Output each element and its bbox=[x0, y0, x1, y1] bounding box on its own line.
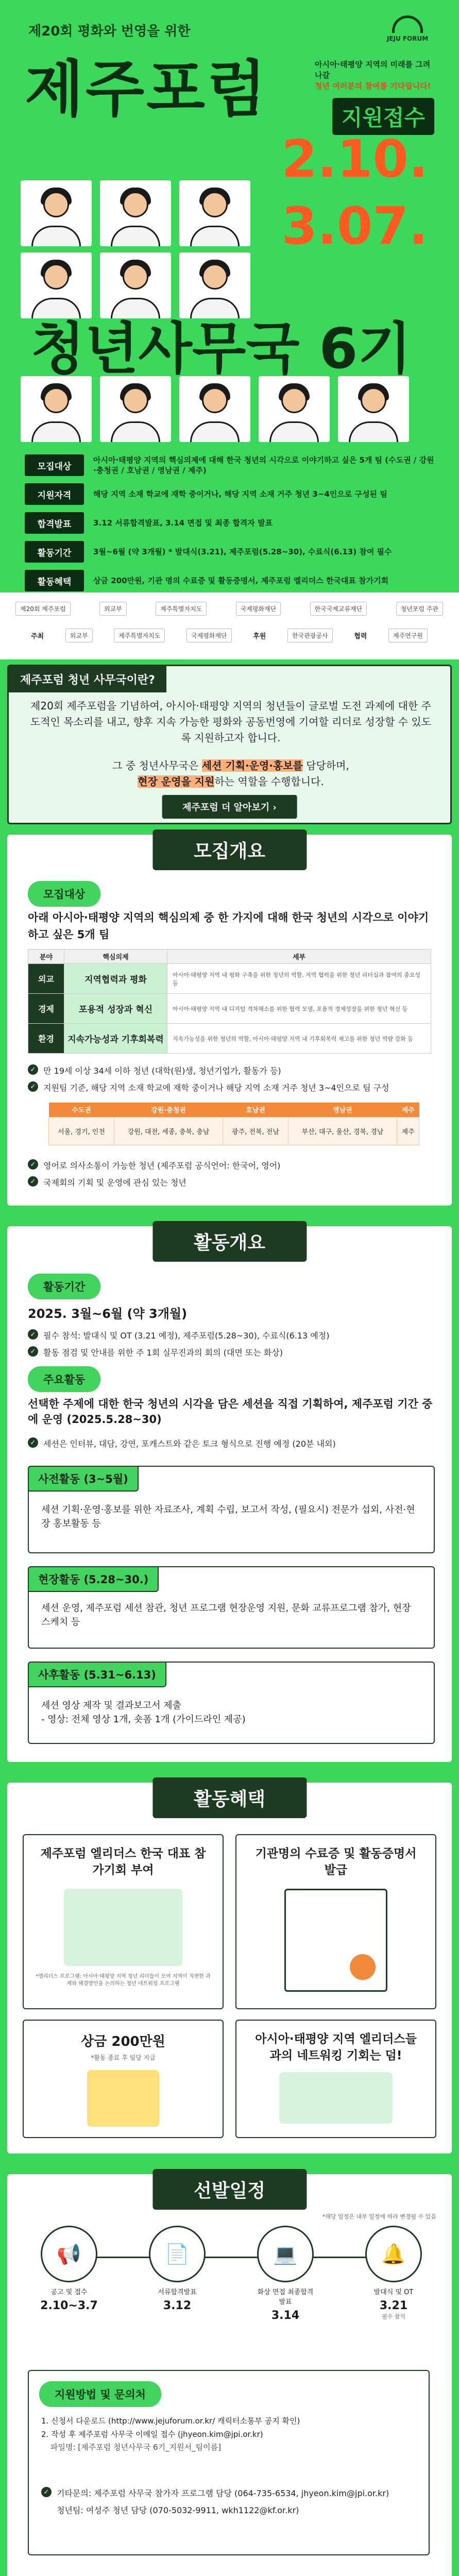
check-item bbox=[28, 1346, 435, 1358]
org-chip: 제주연구원 bbox=[388, 629, 428, 642]
region-header: 제주 bbox=[401, 1107, 415, 1115]
bell-icon: 🔔 bbox=[365, 2226, 422, 2282]
info-table bbox=[25, 453, 434, 598]
benefit-note: *엘리더스 프로그램: 아시아·태평양 지역 청년 리더들이 모여 지역이 직면한 과제와 해결방안을 논의하는 청년 네트워킹 프로그램 bbox=[36, 1974, 211, 1987]
contact-text[interactable]: 기타문의: 제주포럼 사무국 참가자 프로그램 담당 (064-735-6534, jhyeon.kim@jpi.or.kr) bbox=[57, 2488, 389, 2498]
check-icon: ✓ bbox=[28, 1159, 38, 1170]
info-row bbox=[25, 453, 434, 477]
onsite-activity-box bbox=[28, 1566, 435, 1649]
onsite-activity-body: 세션 운영, 제주포럼 세션 참관, 청년 프로그램 현장운영 지원, 문화 교류프로그램 참가, 현장 스케치 등 bbox=[41, 1603, 411, 1628]
organizer-line-2 bbox=[31, 629, 428, 642]
check-text: 지원팀 기준, 해당 지역 소재 학교에 재학 중이거나 해당 지역 소재 거주 청년 3~4인으로 팀 구성 bbox=[43, 1083, 389, 1093]
person-illustration bbox=[100, 180, 171, 246]
check-text: 영어로 의사소통이 가능한 청년 (제주포럼 공식언어: 한국어, 영어) bbox=[43, 1161, 281, 1171]
organizer-bar bbox=[0, 592, 459, 659]
pre-activity-title: 사전활동 (3~5월) bbox=[28, 1466, 139, 1492]
intro-highlight: 세션 기획·운영·홍보를 bbox=[201, 759, 303, 772]
person-illustration bbox=[100, 376, 171, 442]
benefit-text: 기관명의 수료증 및 활동증명서 발급 bbox=[255, 1847, 417, 1877]
table-row bbox=[28, 1024, 431, 1054]
region-cell: 광주, 전북, 전남 bbox=[223, 1117, 288, 1145]
info-value: 3.12 서류합격발표, 3.14 면접 및 최종 합격자 발표 bbox=[93, 518, 273, 528]
check-text: 활동 점검 및 안내를 위한 주 1회 실무진과의 회의 (대면 또는 화상) bbox=[43, 1348, 283, 1358]
timeline-line bbox=[69, 2257, 388, 2258]
check-icon: ✓ bbox=[28, 1346, 38, 1357]
person-illustration bbox=[21, 180, 92, 246]
apply-step: 1. 신청서 다운로드 (http://www.jejuforum.or.kr/ 캐릭터소통부 공지 확인) bbox=[41, 2416, 300, 2426]
schedule-step bbox=[146, 2226, 208, 2312]
schedule-step bbox=[363, 2226, 424, 2320]
schedule-steps bbox=[28, 2226, 430, 2349]
organizer-line-1 bbox=[15, 602, 443, 616]
intro-paragraph: 제20회 제주포럼을 기념하여, 아시아·태평양 지역의 청년들이 글로벌 도전 과제에 대한 주도적인 목소리를 내고, 향후 지속 가능한 평화와 공동번영에 기여할 리더로 성장할 수 있도록 지원하고자 합니다. bbox=[30, 700, 432, 744]
check-text: 세션은 인터뷰, 대담, 강연, 포캐스트와 같은 토크 형식으로 진행 예정 (20분 내외) bbox=[43, 1439, 336, 1449]
step-label: 서류합격발표 bbox=[158, 2289, 197, 2296]
onsite-activity-title: 현장활동 (5.28~30.) bbox=[28, 1566, 159, 1592]
check-text: 만 19세 이상 34세 이하 청년 (대학(원)생, 청년기업가, 활동가 등) bbox=[43, 1066, 281, 1076]
org-label: 협력 bbox=[354, 633, 367, 640]
table-cell: 지속가능성을 위한 청년의 역할, 아시아·태평양 지역 내 기후회복력 제고를 위한 청년 역량 강화 등 bbox=[167, 1024, 431, 1054]
person-illustration bbox=[179, 376, 250, 442]
org-chip: 한국국제교류재단 bbox=[310, 602, 367, 616]
intro-title: 제주포럼 청년 사무국이란? bbox=[9, 666, 166, 692]
org-chip: 제20회 제주포럼 bbox=[15, 602, 71, 616]
recruit-panel bbox=[7, 835, 452, 1206]
region-header: 호남권 bbox=[246, 1107, 265, 1115]
step-date: 3.14 bbox=[271, 2309, 300, 2322]
check-icon: ✓ bbox=[28, 1081, 38, 1092]
recruit-checks bbox=[28, 1059, 431, 1098]
check-icon: ✓ bbox=[28, 1176, 38, 1187]
schedule-title: 선발일정 bbox=[152, 2169, 307, 2210]
check-text: 필수 참석: 발대식 및 OT (3.21 예정), 제주포럼(5.28~30), 수료식(6.13 예정) bbox=[43, 1331, 330, 1341]
region-header: 영남권 bbox=[333, 1107, 352, 1115]
activity-panel bbox=[7, 1226, 452, 1762]
hero-subtitle: 제20회 평화와 번영을 위한 bbox=[28, 24, 191, 39]
benefit-card bbox=[235, 1834, 436, 2009]
group-illustration bbox=[64, 1889, 182, 1966]
schedule-step bbox=[38, 2226, 100, 2312]
check-item bbox=[28, 1159, 431, 1171]
main-activity-sub bbox=[28, 1432, 435, 1454]
period-tag: 활동기간 bbox=[28, 1274, 100, 1299]
table-cell: 경제 bbox=[28, 994, 64, 1024]
org-chip: 한국관광공사 bbox=[287, 629, 333, 642]
step-sub: 필수 참석 bbox=[381, 2313, 405, 2320]
hero-headline: 청년사무국 6기 bbox=[31, 317, 412, 381]
step-label: 발대식 및 OT bbox=[373, 2289, 414, 2296]
check-item bbox=[41, 2504, 417, 2516]
pre-activity-body: 세션 기획·운영·홍보를 위한 자료조사, 계획 수립, 보고서 작성, (필요시) 전문가 섭외, 사전·현장 홍보활동 등 bbox=[41, 1504, 415, 1529]
org-chip: 외교부 bbox=[65, 629, 93, 642]
start-date: 2.10. bbox=[281, 129, 428, 189]
person-illustration bbox=[338, 376, 409, 442]
table-header: 세부 bbox=[167, 950, 431, 964]
end-date: 3.07. bbox=[281, 196, 428, 256]
check-icon: ✓ bbox=[41, 2487, 52, 2497]
table-cell: 포용적 성장과 혁신 bbox=[64, 994, 167, 1024]
region-header: 강원·충청권 bbox=[151, 1107, 186, 1115]
info-value: 상금 200만원, 기관 명의 수료증 및 활동증명서, 제주포럼 엘리더스 한국대표 참가기회 bbox=[93, 575, 389, 585]
apply-box bbox=[28, 2370, 430, 2555]
apply-tag: 지원방법 및 문의처 bbox=[39, 2381, 161, 2407]
hero-note-text: 아시아·태평양 지역의 미래를 그려 나갈 bbox=[315, 60, 431, 80]
org-chip: 국제평화재단 bbox=[186, 629, 232, 642]
hero-note bbox=[315, 59, 438, 92]
period-details bbox=[28, 1324, 435, 1363]
benefit-card bbox=[23, 1834, 224, 2009]
intro-panel bbox=[7, 665, 452, 824]
check-text: 국제회의 기획 및 운영에 관심 있는 청년 bbox=[43, 1178, 186, 1188]
org-chip: 청년포럼 주관 bbox=[396, 602, 443, 616]
info-row bbox=[25, 540, 434, 564]
benefit-title: 활동혜택 bbox=[152, 1777, 307, 1818]
network-illustration bbox=[279, 2072, 393, 2124]
learn-more-button[interactable]: 제주포럼 더 알아보기 › bbox=[162, 795, 297, 819]
post-activity-body: 세션 영상 제작 및 결과보고서 제출 - 영상: 전체 영상 1개, 숏폼 1개 (가이드라인 제공) bbox=[41, 1700, 246, 1725]
monitor-icon: 💻 bbox=[257, 2226, 314, 2282]
org-chip: 외교부 bbox=[99, 602, 127, 616]
apply-step: 2. 작성 후 제주포럼 사무국 이메일 접수 (jhyeon.kim@jpi.or.kr) bbox=[41, 2429, 263, 2439]
info-value: 해당 지역 소재 학교에 재학 중이거나, 해당 지역 소재 거주 청년 3~4인으로 구성된 팀 bbox=[93, 489, 387, 499]
region-cell: 서울, 경기, 인천 bbox=[49, 1117, 114, 1145]
benefit-text: 아시아·태평양 지역 엘리더스들과의 네트워킹 기회는 덤! bbox=[255, 2032, 417, 2063]
info-row bbox=[25, 482, 434, 506]
check-item bbox=[28, 1081, 431, 1093]
intro-role-text: 하는 역할을 수행합니다. bbox=[214, 775, 324, 788]
step-label: 화상 면접 최종합격발표 bbox=[257, 2289, 314, 2306]
hero-title: 제주포럼 bbox=[25, 54, 268, 125]
check-item bbox=[28, 1064, 431, 1076]
check-item bbox=[28, 1329, 435, 1341]
person-illustration bbox=[21, 376, 92, 442]
post-activity-box bbox=[28, 1662, 435, 1744]
info-key: 모집대상 bbox=[25, 454, 84, 476]
table-cell: 외교 bbox=[28, 964, 64, 994]
table-cell: 지속가능성과 기후회복력 bbox=[64, 1024, 167, 1054]
benefit-panel bbox=[7, 1783, 452, 2154]
intro-role-text: 담당하며, bbox=[302, 759, 349, 772]
table-row bbox=[28, 994, 431, 1024]
intro-role bbox=[27, 758, 434, 790]
org-label: 후원 bbox=[253, 633, 266, 640]
benefit-text: 상금 200만원 bbox=[81, 2034, 165, 2049]
intro-role-text: 그 중 청년사무국은 bbox=[112, 759, 202, 772]
org-chip: 제주특별자치도 bbox=[114, 629, 165, 642]
post-activity-title: 사후활동 (5.31~6.13) bbox=[28, 1662, 166, 1687]
info-key: 지원자격 bbox=[25, 483, 84, 505]
person-illustration bbox=[259, 376, 330, 442]
recruit-lead: 아래 아시아·태평양 지역의 핵심의제 중 한 가지에 대해 한국 청년의 시각으로 이야기하고 싶은 5개 팀 bbox=[28, 911, 429, 941]
region-cell: 강원, 대전, 세종, 충북, 충남 bbox=[114, 1117, 223, 1145]
megaphone-icon: 📢 bbox=[41, 2226, 97, 2282]
check-item bbox=[28, 1176, 431, 1188]
check-item bbox=[28, 1437, 435, 1449]
benefit-card bbox=[235, 2020, 436, 2138]
activity-title: 활동개요 bbox=[152, 1221, 307, 1262]
pre-activity-box bbox=[28, 1466, 435, 1553]
recruit-tag: 모집대상 bbox=[28, 881, 100, 907]
table-header: 핵심의제 bbox=[64, 950, 167, 964]
info-key: 활동혜택 bbox=[25, 570, 84, 591]
info-row bbox=[25, 569, 434, 592]
table-cell: 지역협력과 평화 bbox=[64, 964, 167, 994]
main-activity-tag: 주요활동 bbox=[28, 1366, 100, 1392]
schedule-panel bbox=[7, 2174, 452, 2576]
step-date: 2.10~3.7 bbox=[40, 2299, 98, 2312]
info-key: 활동기간 bbox=[25, 541, 84, 563]
table-cell: 환경 bbox=[28, 1024, 64, 1054]
recruit-title: 모집개요 bbox=[152, 829, 307, 870]
intro-highlight: 현장 운영을 지원 bbox=[138, 775, 215, 788]
region-table bbox=[48, 1103, 419, 1145]
check-icon: ✓ bbox=[28, 1064, 38, 1075]
benefit-card bbox=[23, 2020, 224, 2138]
apply-step: 파일명: [제주포럼 청년사무국 6기_지원서_팀이름] bbox=[50, 2443, 221, 2452]
step-date: 3.21 bbox=[379, 2299, 408, 2312]
main-activity-lead: 선택한 주제에 대한 한국 청년의 시각을 담은 세션을 직접 기획하여, 제주포럼 기간 중에 운영 (2025.5.28~30) bbox=[28, 1398, 433, 1426]
apply-badge: 지원접수 bbox=[332, 98, 434, 135]
logo-text: JEJU FORUM bbox=[386, 35, 429, 42]
document-icon: 📄 bbox=[149, 2226, 206, 2282]
topic-table bbox=[28, 949, 431, 1054]
region-cell: 부산, 대구, 울산, 경북, 경남 bbox=[288, 1117, 397, 1145]
benefit-note: *활동 종료 후 팀당 지급 bbox=[91, 2054, 156, 2061]
org-label: 주최 bbox=[31, 633, 44, 640]
person-illustration bbox=[179, 180, 250, 246]
org-chip: 제주특별자치도 bbox=[156, 602, 207, 616]
step-label: 공고 및 접수 bbox=[50, 2289, 88, 2296]
table-row bbox=[28, 964, 431, 994]
check-item bbox=[41, 2487, 417, 2499]
check-icon: ✓ bbox=[28, 1437, 38, 1448]
table-header: 분야 bbox=[28, 950, 64, 964]
recruit-checks-2 bbox=[28, 1154, 431, 1193]
apply-steps bbox=[41, 2415, 417, 2454]
hero-section bbox=[0, 0, 459, 659]
money-icon bbox=[87, 2070, 159, 2127]
hero-note-highlight: 청년 여러분의 참여를 기다립니다! bbox=[315, 81, 431, 91]
period-text: 2025. 3월~6월 (약 3개월) bbox=[28, 1307, 188, 1321]
info-value: 아시아·태평양 지역의 핵심의제에 대해 한국 청년의 시각으로 이야기하고 싶은 5개 팀 (수도권 / 강원·충청권 / 호남권 / 영남권 / 제주) bbox=[93, 455, 434, 475]
table-cell: 아시아·태평양 지역 내 디지털 격차해소를 위한 협력 모델, 포용적 경제성장을 위한 청년 혁신 등 bbox=[167, 994, 431, 1024]
certificate-icon bbox=[284, 1889, 387, 1992]
info-row bbox=[25, 511, 434, 535]
contact-text[interactable]: 청년팀: 여성주 청년 담당 (070-5032-9911, wkh1122@kf.or.kr) bbox=[57, 2505, 299, 2515]
region-cell: 제주 bbox=[397, 1117, 419, 1145]
schedule-step bbox=[254, 2226, 316, 2322]
jeju-forum-logo bbox=[377, 15, 438, 57]
info-key: 합격발표 bbox=[25, 512, 84, 534]
info-value: 3월~6월 (약 3개월) * 발대식(3.21), 제주포럼(5.28~30), 수료식(6.13) 참여 필수 bbox=[93, 547, 392, 556]
org-chip: 국제평화재단 bbox=[236, 602, 281, 616]
region-header: 수도권 bbox=[72, 1107, 91, 1115]
schedule-note: *해당 일정은 내부 일정에 따라 변경될 수 있음 bbox=[322, 2213, 436, 2220]
sun-logo-icon bbox=[392, 15, 423, 33]
step-date: 3.12 bbox=[163, 2299, 192, 2312]
table-cell: 아시아·태평양 지역 내 평화 구축을 위한 청년의 역할, 지역 협력을 위한 청년 리더십과 참여의 중요성 등 bbox=[167, 964, 431, 994]
check-icon: ✓ bbox=[28, 1329, 38, 1340]
benefit-text: 제주포럼 엘리더스 한국 대표 참가기회 부여 bbox=[40, 1847, 206, 1877]
contact-info bbox=[41, 2482, 417, 2521]
